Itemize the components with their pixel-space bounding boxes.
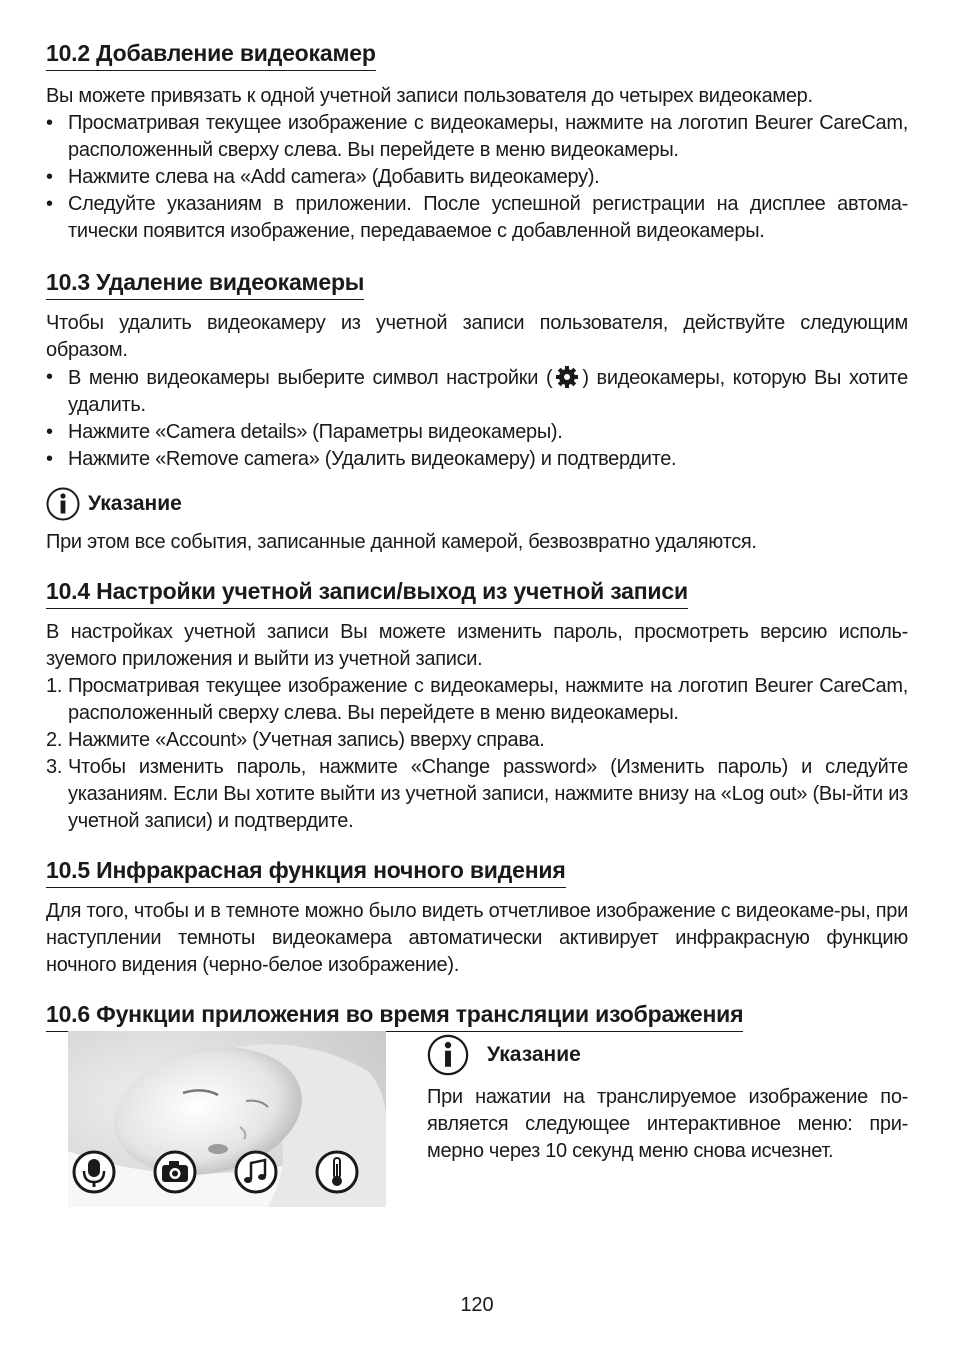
list-item: 1. Просматривая текущее изображение с видеокамеры, нажмите на логотип Beurer CareCam, расположенный сверху слева. Вы перейдете в меню видеокамеры. — [46, 675, 908, 724]
section-title-10-5: 10.5 Инфракрасная функция ночного видения — [46, 855, 566, 888]
section-title-10-3: 10.3 Удаление видеокамеры — [46, 267, 364, 300]
music-note-icon[interactable] — [234, 1150, 278, 1194]
list-item: • Следуйте указаниям в приложении. После успешной регистрации на дисплее автома-тически появится изображение, передаваемое с добавленной видеокамеры. — [46, 193, 908, 242]
section-10-5-text: Для того, чтобы и в темноте можно было видеть отчетливое изображение с видеокаме-ры, при наступлении темноты видеокамера автоматически активирует инфракрасную функцию ночного видения (черно-белое изображение). — [46, 900, 908, 976]
note-heading: Указание — [427, 1034, 908, 1076]
page-content — [46, 38, 908, 1032]
section-10-3-intro: Чтобы удалить видеокамеру из учетной записи пользователя, действуйте следующим образом. — [46, 312, 908, 361]
note-2 — [427, 1034, 908, 1165]
list-item: • Нажмите «Remove camera» (Удалить видеокамеру) и подтвердите. — [46, 448, 677, 470]
list-item: 2. Нажмите «Account» (Учетная запись) вверху справа. — [46, 729, 545, 751]
gear-icon — [554, 364, 580, 390]
list-item: 3. Чтобы изменить пароль, нажмите «Change password» (Изменить пароль) и следуйте указаниям. Если Вы хотите выйти из учетной записи, нажмите внизу на «Log out» (Вы-йти из учетной записи) и подтвердите. — [46, 756, 908, 832]
page-number: 120 — [460, 1294, 494, 1316]
note-text: При нажатии на транслируемое изображение по-является следующее интерактивное меню: при-мерно через 10 секунд меню снова исчезнет. — [427, 1086, 908, 1162]
info-icon — [46, 487, 80, 521]
section-title-10-6: 10.6 Функции приложения во время трансляции изображения — [46, 999, 743, 1032]
section-title-10-2: 10.2 Добавление видеокамер — [46, 38, 376, 71]
section-10-3-list — [46, 364, 908, 473]
section-title-10-4: 10.4 Настройки учетной записи/выход из учетной записи — [46, 576, 688, 609]
thermometer-icon[interactable] — [315, 1150, 359, 1194]
section-10-2-list — [46, 110, 908, 245]
list-item: • Просматривая текущее изображение с видеокамеры, нажмите на логотип Beurer CareCam, расположенный сверху слева. Вы перейдете в меню видеокамеры. — [46, 112, 908, 161]
note-heading: Указание — [46, 487, 908, 521]
section-10-2-intro: Вы можете привязать к одной учетной записи пользователя до четырех видеокамер. — [46, 85, 813, 107]
list-item: • Нажмите «Camera details» (Параметры видеокамеры). — [46, 421, 563, 443]
list-item: • В меню видеокамеры выберите символ настройки ( ) видеокамеры, которую Вы хотите удалить. — [46, 366, 909, 416]
microphone-icon[interactable] — [72, 1150, 116, 1194]
list-item: • Нажмите слева на «Add camera» (Добавить видеокамеру). — [46, 166, 600, 188]
camera-icon[interactable] — [153, 1150, 197, 1194]
info-icon — [427, 1034, 469, 1076]
section-10-4-intro: В настройках учетной записи Вы можете изменить пароль, просмотреть версию исполь-зуемого приложения и выйти из учетной записи. — [46, 621, 908, 670]
note-text: При этом все события, записанные данной камерой, безвозвратно удаляются. — [46, 531, 757, 553]
section-10-4-steps — [46, 673, 908, 835]
